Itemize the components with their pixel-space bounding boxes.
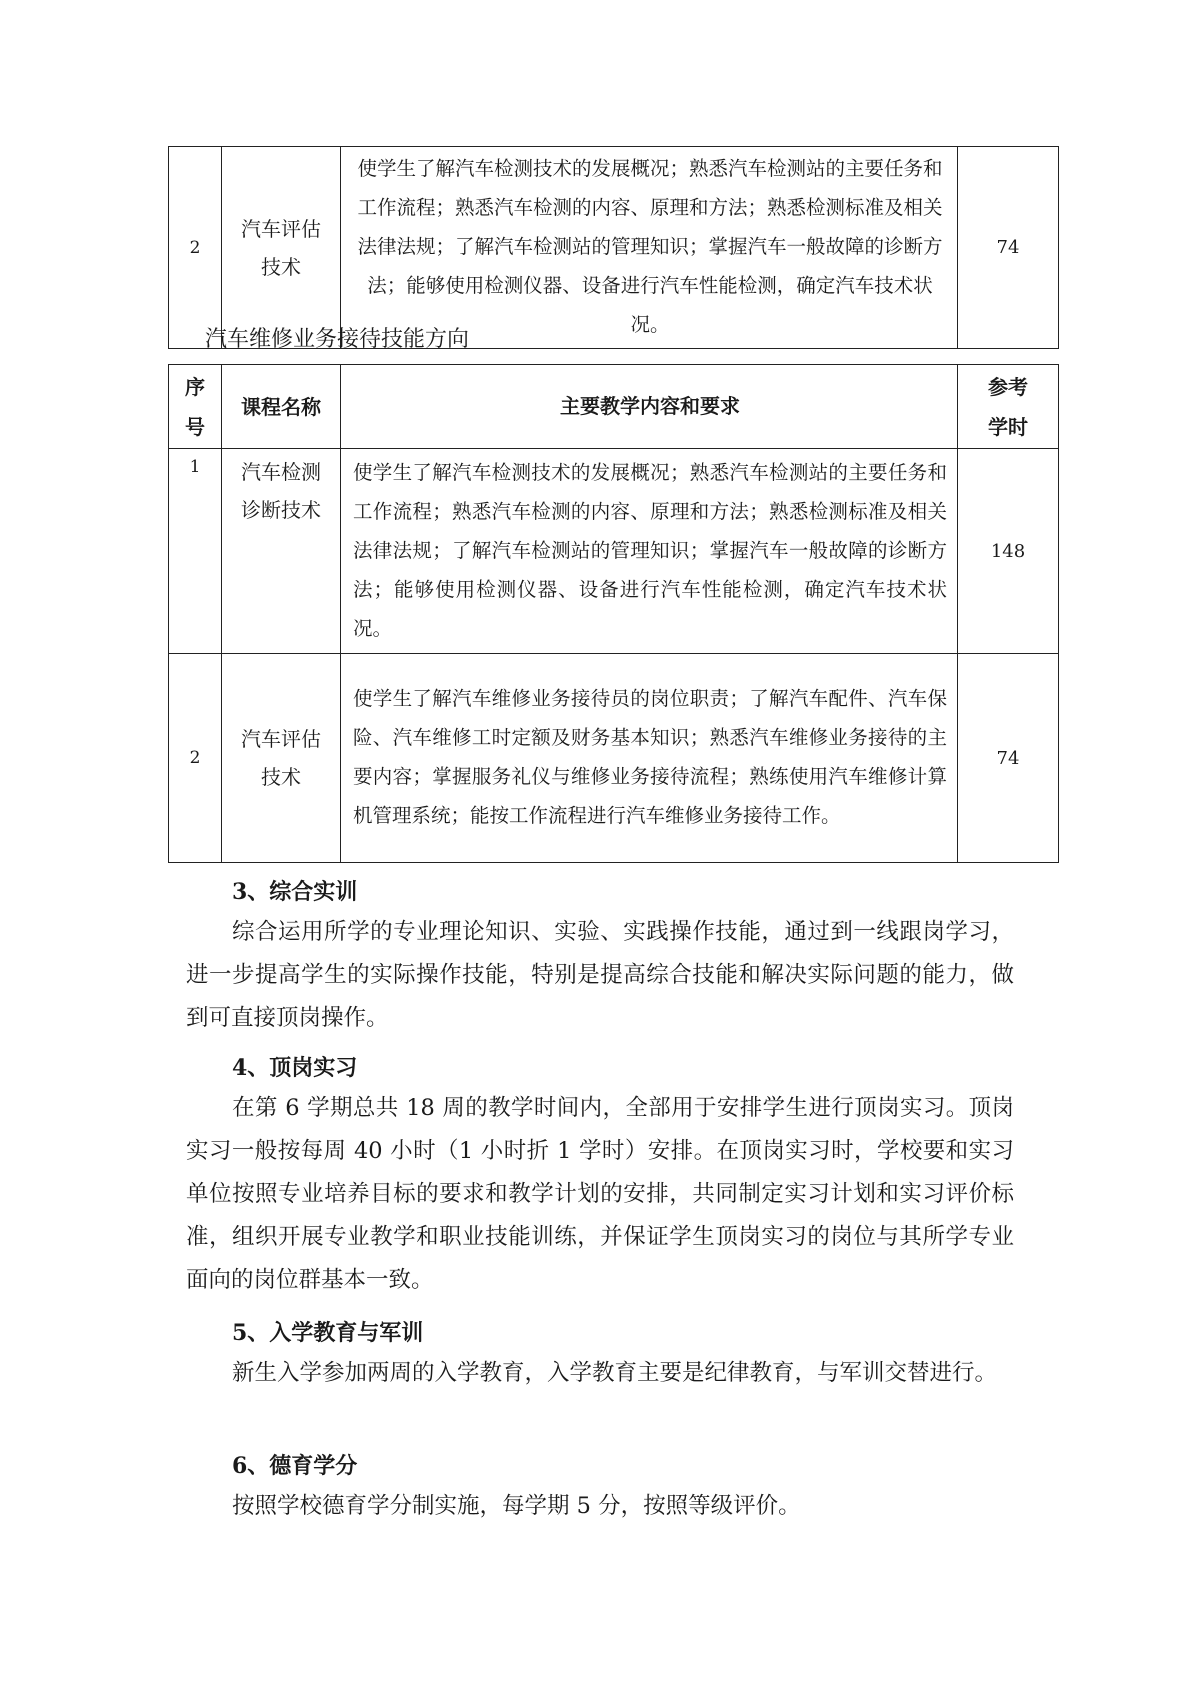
- row-number: 2: [169, 654, 222, 863]
- table-row: [169, 449, 1059, 654]
- paragraph: 新生入学参加两周的入学教育，入学教育主要是纪律教育，与军训交替进行。: [232, 1360, 998, 1386]
- header-number-line: 序: [185, 374, 205, 399]
- section-heading: 6、德育学分: [232, 1453, 358, 1479]
- section-heading: 3、综合实训: [232, 879, 358, 905]
- section-body: [186, 1352, 1014, 1395]
- course-name-line: 诊断技术: [241, 498, 321, 522]
- course-name: [222, 654, 341, 863]
- section-body: [186, 1087, 1014, 1302]
- section-body: [186, 911, 1014, 1040]
- course-table-continued: [168, 146, 1059, 349]
- row-number: 1: [169, 449, 222, 654]
- course-name-line: 汽车评估: [241, 727, 321, 751]
- header-number: [169, 365, 222, 449]
- section-heading: 5、入学教育与军训: [232, 1320, 424, 1346]
- course-name-line: 技术: [261, 765, 301, 789]
- course-content: 使学生了解汽车检测技术的发展概况；熟悉汽车检测站的主要任务和工作流程；熟悉汽车检测的内容、原理和方法；熟悉检测标准及相关法律法规；了解汽车检测站的管理知识；掌握汽车一般故障的诊断方法；能够使用检测仪器、设备进行汽车性能检测，确定汽车技术状况。: [341, 147, 958, 349]
- course-hours: 148: [958, 449, 1059, 654]
- course-name: [222, 449, 341, 654]
- header-number-line: 号: [185, 414, 205, 439]
- header-hours: [958, 365, 1059, 449]
- row-number: 2: [169, 147, 222, 349]
- course-hours: 74: [958, 654, 1059, 863]
- header-course-name: 课程名称: [222, 365, 341, 449]
- course-hours: 74: [958, 147, 1059, 349]
- course-name-line: 汽车检测: [241, 460, 321, 484]
- course-name-line: 技术: [261, 254, 301, 279]
- course-name-line: 汽车评估: [241, 216, 321, 241]
- header-hours-line: 学时: [988, 414, 1028, 439]
- header-content: 主要教学内容和要求: [341, 365, 958, 449]
- table-row: [169, 654, 1059, 863]
- table-caption: 汽车维修业务接待技能方向: [205, 327, 470, 352]
- course-content: 使学生了解汽车检测技术的发展概况；熟悉汽车检测站的主要任务和工作流程；熟悉汽车检测的内容、原理和方法；熟悉检测标准及相关法律法规；了解汽车检测站的管理知识；掌握汽车一般故障的诊断方法；能够使用检测仪器、设备进行汽车性能检测，确定汽车技术状况。: [341, 449, 958, 654]
- section-body: [186, 1485, 1014, 1528]
- section-heading: 4、顶岗实习: [232, 1055, 358, 1081]
- course-name: [222, 147, 341, 349]
- course-content: 使学生了解汽车维修业务接待员的岗位职责；了解汽车配件、汽车保险、汽车维修工时定额及财务基本知识；熟悉汽车维修业务接待的主要内容；掌握服务礼仪与维修业务接待流程；熟练使用汽车维修计算机管理系统；能按工作流程进行汽车维修业务接待工作。: [341, 654, 958, 863]
- table-header-row: [169, 365, 1059, 449]
- paragraph: 综合运用所学的专业理论知识、实验、实践操作技能，通过到一线跟岗学习，进一步提高学生的实际操作技能，特别是提高综合技能和解决实际问题的能力，做到可直接顶岗操作。: [186, 919, 1014, 1031]
- course-table: [168, 364, 1059, 863]
- paragraph: 在第 6 学期总共 18 周的教学时间内，全部用于安排学生进行顶岗实习。顶岗实习一般按每周 40 小时（1 小时折 1 学时）安排。在顶岗实习时，学校要和实习单位按照专业培养目标的要求和教学计划的安排，共同制定实习计划和实习评价标准，组织开展专业教学和职业技能训练，并保证学生顶岗实习的岗位与其所学专业面向的岗位群基本一致。: [186, 1095, 1014, 1293]
- header-hours-line: 参考: [988, 374, 1028, 399]
- table-row: [169, 147, 1059, 349]
- paragraph: 按照学校德育学分制实施，每学期 5 分，按照等级评价。: [232, 1493, 801, 1519]
